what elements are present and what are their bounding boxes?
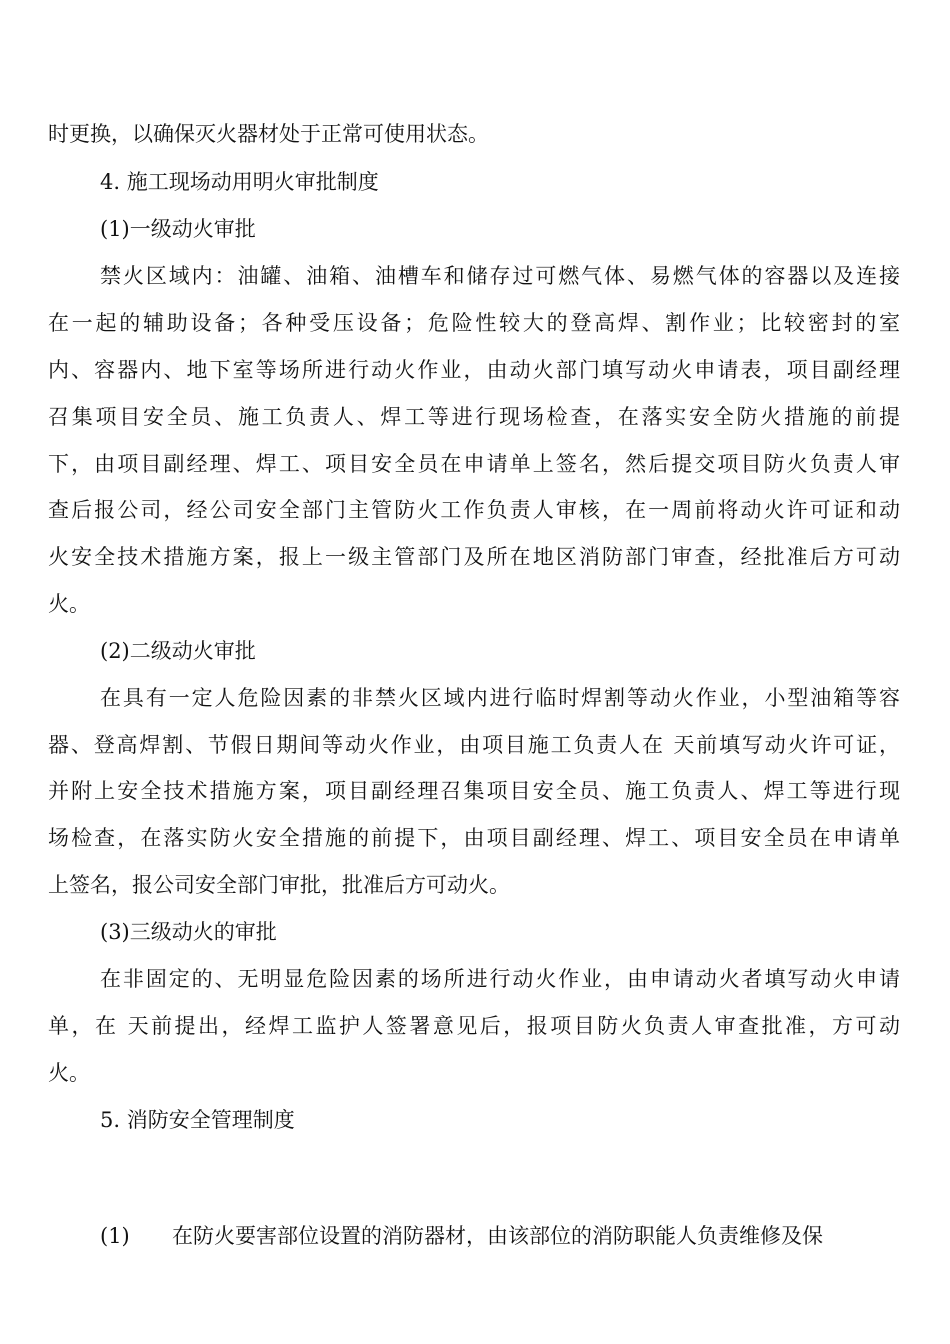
text-line: 内、容器内、地下室等场所进行动火作业，由动火部门填写动火申请表，项目副经理 xyxy=(48,358,900,382)
text-line: 时更换，以确保灭火器材处于正常可使用状态。 xyxy=(48,122,489,146)
list-item-number: (1) xyxy=(100,1224,130,1248)
text-line: 在一起的辅助设备；各种受压设备；危险性较大的登高焊、割作业；比较密封的室 xyxy=(48,311,900,335)
subsection-heading: (3)三级动火的审批 xyxy=(100,920,277,944)
subsection-heading: (2)二级动火审批 xyxy=(100,639,256,663)
text-line: 在具有一定人危险因素的非禁火区域内进行临时焊割等动火作业，小型油箱等容 xyxy=(100,686,900,710)
text-line: 火。 xyxy=(48,1061,90,1085)
text-line: 上签名，报公司安全部门审批，批准后方可动火。 xyxy=(48,873,510,897)
text-line: 召集项目安全员、施工负责人、焊工等进行现场检查，在落实安全防火措施的前提 xyxy=(48,405,900,429)
text-line: 单，在 天前提出，经焊工监护人签署意见后，报项目防火负责人审查批准，方可动 xyxy=(48,1014,900,1038)
section-heading: 5. 消防安全管理制度 xyxy=(100,1108,295,1132)
subsection-heading: (1)一级动火审批 xyxy=(100,217,256,241)
text-line: 在非固定的、无明显危险因素的场所进行动火作业，由申请动火者填写动火申请 xyxy=(100,967,900,991)
text-line: 禁火区域内：油罐、油箱、油槽车和储存过可燃气体、易燃气体的容器以及连接 xyxy=(100,264,900,288)
text-line: 火。 xyxy=(48,592,90,616)
text-line: 下，由项目副经理、焊工、项目安全员在申请单上签名，然后提交项目防火负责人审 xyxy=(48,452,900,476)
text-line: 场检查，在落实防火安全措施的前提下，由项目副经理、焊工、项目安全员在申请单 xyxy=(48,826,900,850)
text-line: 查后报公司，经公司安全部门主管防火工作负责人审核，在一周前将动火许可证和动 xyxy=(48,498,900,522)
section-heading: 4. 施工现场动用明火审批制度 xyxy=(100,170,379,194)
text-line: 火安全技术措施方案，报上一级主管部门及所在地区消防部门审查，经批准后方可动 xyxy=(48,545,900,569)
list-item-text: 在防火要害部位设置的消防器材，由该部位的消防职能人负责维修及保 xyxy=(172,1224,823,1248)
text-line: 器、登高焊割、节假日期间等动火作业，由项目施工负责人在 天前填写动火许可证， xyxy=(48,733,900,757)
text-line: 并附上安全技术措施方案，项目副经理召集项目安全员、施工负责人、焊工等进行现 xyxy=(48,779,900,803)
